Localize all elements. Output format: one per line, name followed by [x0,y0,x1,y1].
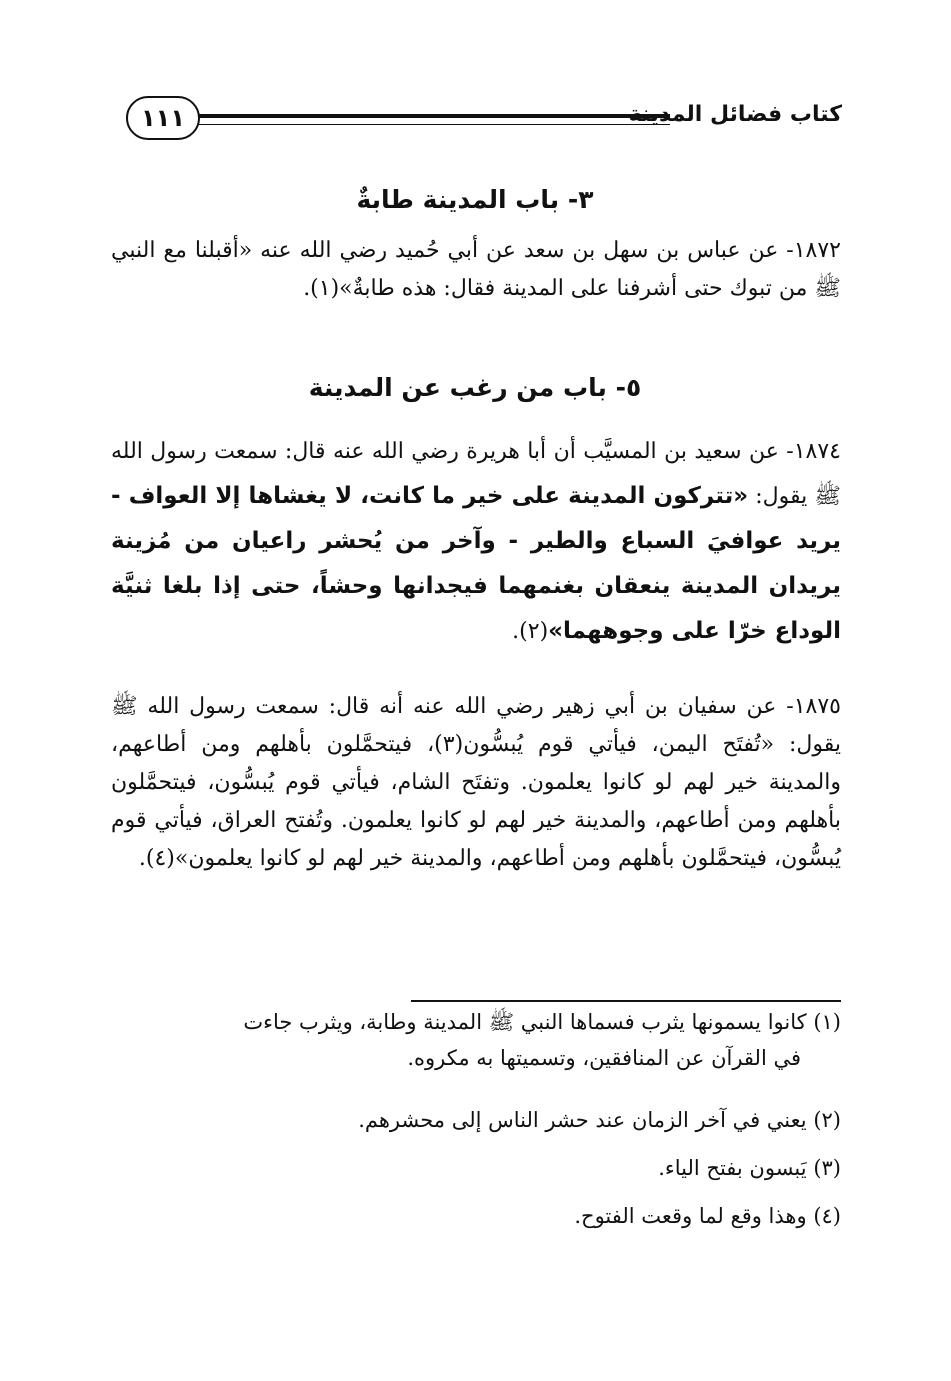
hadith-number: ١٨٧٢- [786,238,841,263]
footnote-text: يعني في آخر الزمان عند حشر الناس إلى محشرهم. [358,1108,807,1132]
chapter-heading: ٥- باب من رغب عن المدينة [308,373,642,402]
footnote-ref: (٢). [512,619,549,644]
hadith-paragraph [111,430,841,654]
footnote-text: يَبسون بفتح الياء. [658,1156,807,1180]
footnote [111,1102,841,1138]
header-rule [198,114,670,125]
chapter-heading: ٣- باب المدينة طابةٌ [356,185,594,214]
book-title: كتاب فضائل المدينة [628,102,842,127]
hadith-number: ١٨٧٤- [786,439,841,464]
running-header [120,92,842,152]
footnote [111,1150,841,1186]
page-number: ١١١ [126,96,200,140]
footnote-text: كانوا يسمونها يثرب فسماها النبي ﷺ المدينة وطابة، ويثرب جاءت [243,1010,807,1034]
footnote [111,1004,841,1076]
hadith-text: عن سعيد بن المسيَّب أن أبا هريرة رضي الله عنه قال: سمعت رسول الله ﷺ يقول: [111,439,842,509]
hadith-paragraph [111,232,841,308]
hadith-text: عن سفيان بن أبي زهير رضي الله عنه أنه قال: سمعت رسول الله ﷺ يقول: «تُفتَح اليمن، فيأتي قوم يُبسُّون(٣)، فيتحمَّلون بأهلهم ومن أطاعهم، والمدينة خير لهم لو كانوا يعلمون. وتفتَح الشام، فيأتي قوم يُبسُّون، فيتحمَّلون بأهلهم ومن أطاعهم، والمدينة خير لهم لو كانوا يعلمون. وتُفتح العراق، فيأتي قوم يُبسُّون، فيتحمَّلون بأهلهم ومن أطاعهم، والمدينة خير لهم لو كانوا يعلمون»(٤). [111,694,841,871]
footnote-text: وهذا وقع لما وقعت الفتوح. [574,1204,807,1228]
hadith-bold-text: «تتركون المدينة على خير ما كانت، لا يغشاها إلا العواف - يريد عوافيَ السباع والطير - وآخر من يُحشر راعيان من مُزينة يريدان المدينة ينعقان بغنمهما فيجدانها وحشاً، حتى إذا بلغا ثنيَّة الوداع خرّا على وجوههما» [111,483,841,644]
hadith-text: عن عباس بن سهل بن سعد عن أبي حُميد رضي الله عنه «أقبلنا مع النبي ﷺ من تبوك حتى أشرفنا على المدينة فقال: هذه طابةٌ»(١). [111,238,841,301]
footnote-marker: (٤) [813,1204,841,1228]
footnote-marker: (١) [813,1010,841,1034]
hadith-paragraph [111,688,841,878]
footnote-rule [411,1000,841,1002]
footnote-marker: (٣) [813,1156,841,1180]
footnote-marker: (٢) [813,1108,841,1132]
footnote [111,1198,841,1234]
hadith-number: ١٨٧٥- [786,694,841,719]
footnote-continuation: في القرآن عن المنافقين، وتسميتها به مكروه. [407,1046,801,1070]
